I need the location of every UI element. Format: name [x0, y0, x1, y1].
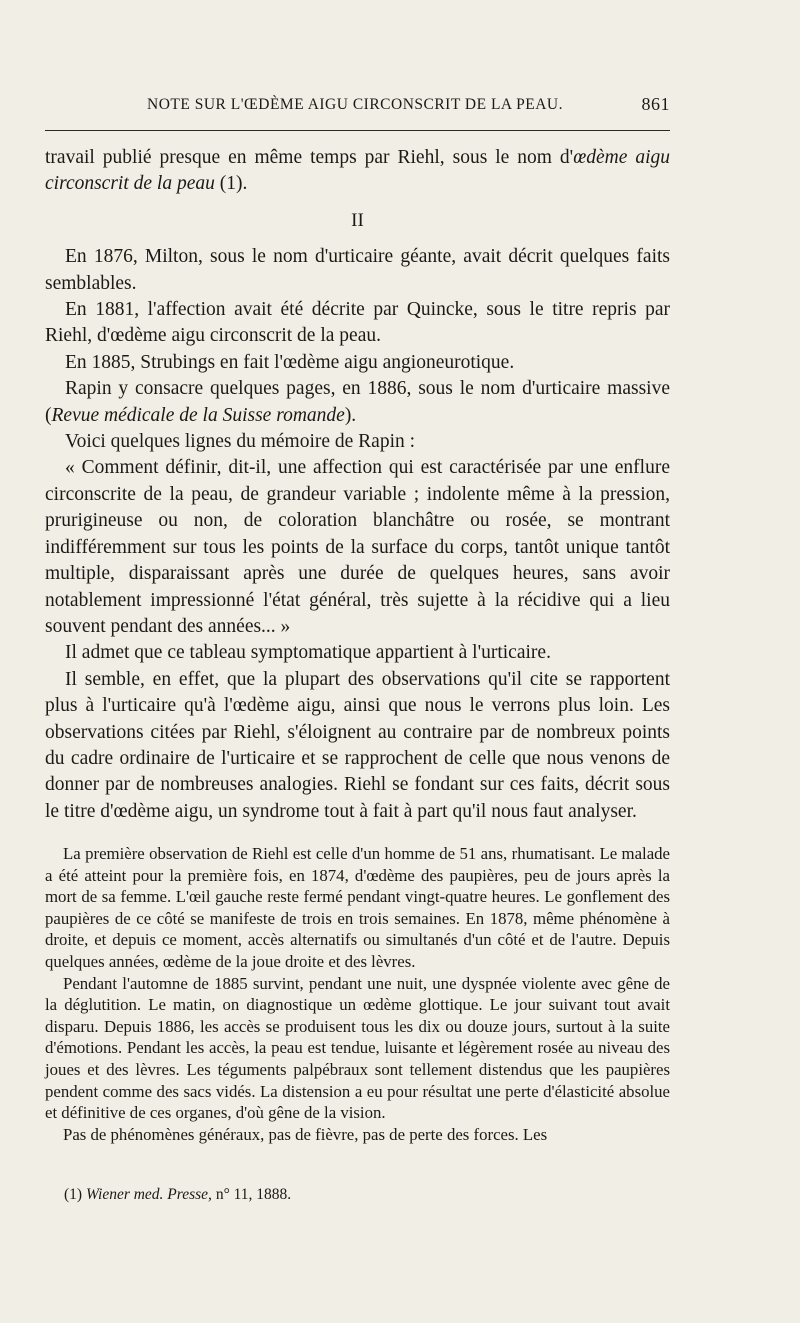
italic-term: œdème aigu circonscrit de la peau [45, 147, 670, 195]
paragraph: En 1885, Strubings en fait l'œdème aigu angioneurotique. [65, 351, 515, 373]
paragraph: Il semble, en effet, que la plupart des observations qu'il cite se rapportent plus à l'urticaire qu'à l'œdème aigu, ainsi que nous le verrons plus loin. Les observations citées par Riehl, s'éloignent au contraire par de nombreux points du cadre ordinaire de l'urticaire et se rapprochent de celle que nous venons de donner par de nombreuses analogies. Riehl se fondant sur ces faits, décrit sous le titre d'œdème aigu, un syndrome tout à fait à part qu'il nous faut analyser. [45, 668, 670, 822]
page-number: 861 [641, 94, 670, 114]
footnote-source: Wiener med. Presse, [85, 1186, 212, 1203]
small-paragraph: La première observation de Riehl est celle d'un homme de 51 ans, rhumatisant. Le malade a été atteint pour la première fois, en 1874, d'œdème des paupières, peu de jours après la mort de sa femme. L'œil gauche reste fermé pendant vingt-quatre heures. Le gonflement des paupières de ce côté se manifeste de trois en trois semaines. En 1878, même phénomène à droite, et depuis ce moment, accès alternatifs ou simultanés d'un côté et de l'autre. Depuis quelques années, œdème de la joue droite et des lèvres. [45, 844, 670, 971]
paragraph: Il admet que ce tableau symptomatique appartient à l'urticaire. [65, 642, 551, 664]
footnote-text: n° 11, 1888. [211, 1186, 292, 1203]
paragraph [45, 376, 670, 429]
italic-source: Revue médicale de la Suisse romande [51, 404, 345, 426]
small-paragraph: Pas de phénomènes généraux, pas de fièvre, pas de perte des forces. Les [63, 1124, 548, 1144]
main-text [45, 145, 670, 825]
paragraph: En 1876, Milton, sous le nom d'urticaire géante, avait décrit quelques faits semblables. [45, 246, 670, 294]
text-run: Rapin y consacre quelques pages, en 1886, sous le nom d'urticaire massive ( [45, 378, 670, 426]
paragraph: Voici quelques lignes du mémoire de Rapin : [65, 431, 416, 453]
footnote-ref: (1). [214, 173, 248, 195]
footnote [64, 1186, 664, 1204]
observation-text [45, 843, 670, 1145]
running-title: NOTE SUR L'ŒDÈME AIGU CIRCONSCRIT DE LA PEAU. [147, 96, 563, 113]
text-run: ). [344, 404, 357, 426]
footnote-number: (1) [64, 1186, 86, 1203]
header-rule [45, 130, 670, 131]
section-heading: II [351, 209, 364, 231]
text-run: travail publié presque en même temps par Riehl, sous le nom d' [45, 147, 574, 168]
paragraph [45, 145, 670, 198]
quotation: « Comment définir, dit-il, une affection qui est caractérisée par une enflure circonscrite de la peau, de grandeur variable ; indolente même à la pression, prurigineuse ou non, de coloration blanchâtre ou rosée, se montrant indifféremment sur tous les points de la surface du corps, tantôt unique tantôt multiple, disparaissant après une durée de quelques heures, sans avoir notablement impressionné l'état général, très sujette à la récidive qui a lieu souvent pendant des années... » [45, 457, 670, 637]
paragraph: En 1881, l'affection avait été décrite par Quincke, sous le titre repris par Riehl, d'œdème aigu circonscrit de la peau. [45, 299, 670, 347]
small-paragraph: Pendant l'automne de 1885 survint, pendant une nuit, une dyspnée violente avec gêne de la déglutition. Le matin, on diagnostique un œdème glottique. Le jour suivant tout avait disparu. Depuis 1886, les accès se produisent tous les dix ou douze jours, surtout à la suite d'émotions. Pendant les accès, la peau est tendue, luisante et légèrement rosée au niveau des joues et des lèvres. Les téguments palpébraux sont tellement distendus que les paupières pendent comme des sacs vidés. La distension a eu pour résultat une perte d'élasticité absolue et définitive de ces organes, d'où gêne de la vision. [45, 973, 670, 1123]
